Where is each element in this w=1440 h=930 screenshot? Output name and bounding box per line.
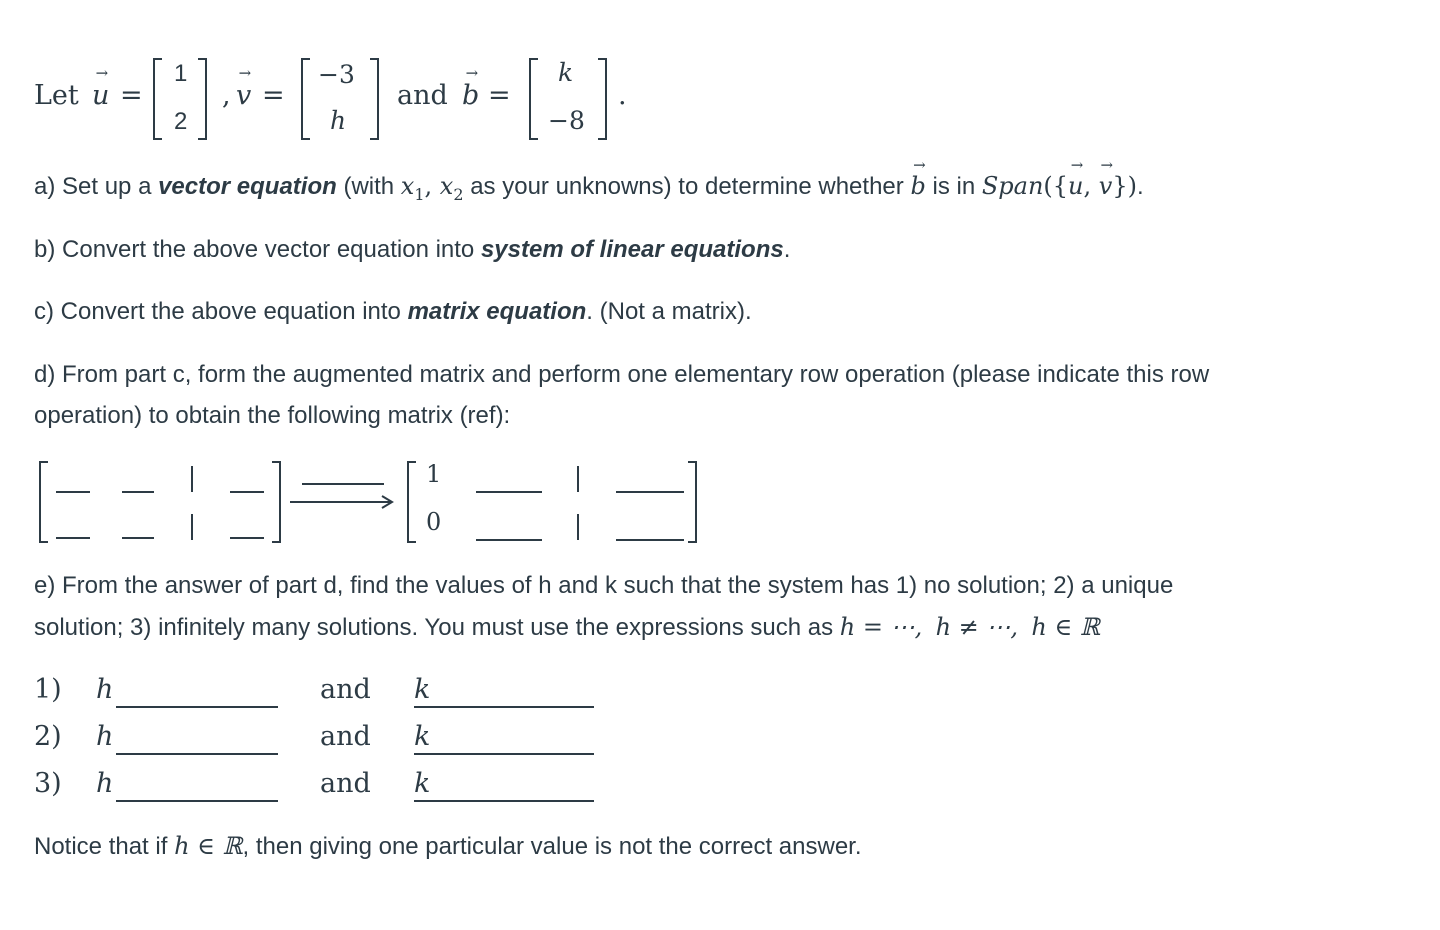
and-label: and [320,674,371,705]
and-label: and [320,721,371,752]
part-e-line-1: e) From the answer of part d, find the values of h and k such that the system has 1) no solution; 2) a unique [34,572,1174,599]
part-d-line-2: operation) to obtain the following matrix (ref): [34,402,511,429]
answer-number: 3) [34,768,62,799]
h-answer-blank[interactable] [116,800,278,802]
answer-number: 2) [34,721,62,752]
and-word: and [397,80,448,111]
h-label: h [96,768,114,799]
b-symbol: b → [462,64,480,111]
v-entry-1: −3 [318,60,355,89]
equals-sign-3: = [488,80,511,111]
ref-entry-2: 0 [426,508,442,536]
part-e-line-2: solution; 3) infinitely many solutions. You must use the expressions such as h = ⋯, h ≠ ⋯, h ∈ ℝ [34,613,1100,641]
v-symbol: v → [236,64,252,111]
h-answer-blank[interactable] [116,753,278,755]
b-entry-2: −8 [548,106,585,135]
augmented-matrix-blank [36,458,286,546]
k-answer-blank[interactable] [414,706,594,708]
k-label: k [414,721,431,752]
k-label: k [414,674,431,705]
u-entry-1: 1 [174,60,188,87]
k-answer-blank[interactable] [414,800,594,802]
h-label: h [96,674,114,705]
comma: , [222,80,231,111]
u-symbol: u → [92,64,110,111]
period: . [618,80,627,111]
h-label: h [96,721,114,752]
equals-sign-2: = [262,80,285,111]
notice-text: Notice that if h ∈ ℝ, then giving one particular value is not the correct answer. [34,832,862,860]
u-entry-2: 2 [174,108,188,135]
part-d-line-1: d) From part c, form the augmented matrix and perform one elementary row operation (please indicate this row [34,361,1210,388]
part-c-text: c) Convert the above equation into matrix equation. (Not a matrix). [34,298,752,325]
v-entry-2: h [330,106,347,135]
answer-number: 1) [34,674,62,705]
and-label: and [320,768,371,799]
k-label: k [414,768,431,799]
let-label: Let [34,80,79,111]
h-answer-blank[interactable] [116,706,278,708]
b-entry-1: k [558,58,574,87]
equals-sign: = [120,80,143,111]
ref-matrix [404,458,704,546]
k-answer-blank[interactable] [414,753,594,755]
part-b-text: b) Convert the above vector equation into system of linear equations. [34,236,791,263]
ref-entry-1: 1 [426,460,442,488]
part-a-text: a) Set up a vector equation (with $x_1$, $x_2$ as your unknowns) to determine whether b → is in Span({u → , v → }). [34,156,1144,204]
row-operation-arrow [286,470,398,520]
